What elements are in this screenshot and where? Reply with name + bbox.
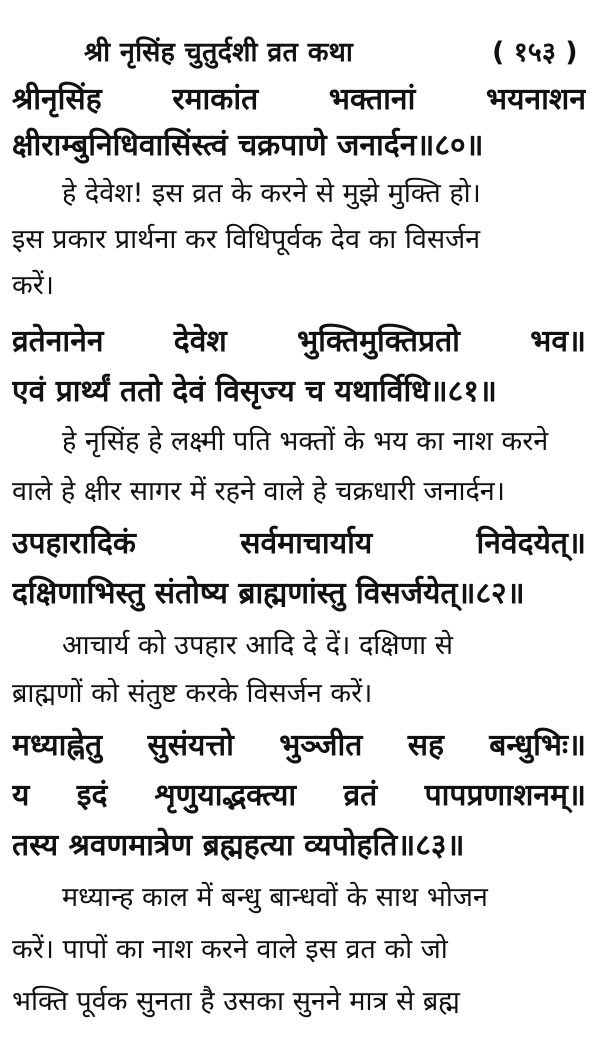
verse-word: रमाकांत	[172, 82, 259, 117]
running-title: श्री नृसिंह चुतुर्दशी व्रत कथा	[84, 36, 354, 68]
verse-line	[12, 78, 586, 122]
verse-line: एवं प्रार्थ्यं ततो देवं विसृज्य च यथार्विधि॥८१॥	[12, 374, 497, 409]
verse-word: श्रीनृसिंह	[12, 82, 102, 117]
translation-line: इस प्रकार प्रार्थना कर विधिपूर्वक देव का विसर्जन	[12, 224, 481, 255]
verse-word: सह	[407, 728, 444, 763]
translation-line: ब्राह्मणों को संतुष्ट करके विसर्जन करें।	[12, 678, 373, 709]
verse-word: भयनाशन	[486, 82, 586, 117]
translation-line: करें।	[12, 270, 55, 301]
verse-word: य	[12, 778, 30, 813]
translation-line: वाले हे क्षीर सागर में रहने वाले हे चक्रधारी जनार्दन।	[12, 476, 506, 507]
verse-line: तस्य श्रवणमात्रेण ब्रह्महत्या व्यपोहति॥८३॥	[12, 828, 465, 863]
translation-line: करें। पापों का नाश करने वाले इस व्रत को जो	[12, 934, 448, 965]
verse-word: भव॥	[530, 324, 586, 359]
verse-word: शृणुयाद्भक्त्या	[154, 778, 297, 813]
verse-line	[12, 724, 586, 768]
verse-line	[12, 522, 586, 566]
translation-line: हे देवेश! इस व्रत के करने से मुझे मुक्ति हो।	[62, 178, 481, 209]
verse-word: पापप्रणाशनम्॥	[424, 778, 586, 813]
verse-word: बन्धुभिः॥	[489, 728, 586, 763]
verse-line: क्षीराम्बुनिधिवासिंस्त्वं चक्रपाणे जनार्दन॥८०॥	[12, 128, 484, 163]
verse-word: सुसंयत्तो	[147, 728, 234, 763]
verse-line	[12, 774, 586, 818]
verse-line: दक्षिणाभिस्तु संतोष्य ब्राह्मणांस्तु विसर्जयेत्॥८२॥	[12, 576, 525, 611]
verse-word: व्रतं	[343, 778, 378, 813]
translation-line: भक्ति पूर्वक सुनता है उसका सुनने मात्र से ब्रह्म	[12, 986, 460, 1017]
verse-word: इदं	[76, 778, 108, 813]
verse-word: भुञ्जीत	[279, 728, 363, 763]
translation-line: आचार्य को उपहार आदि दे दें। दक्षिणा से	[62, 630, 453, 661]
page-number: ( १५३ )	[492, 36, 578, 68]
verse-word: देवेश	[173, 324, 227, 359]
verse-word: सर्वमाचार्याय	[240, 526, 373, 561]
verse-word: भक्तानां	[328, 82, 416, 117]
verse-word: व्रतेनानेन	[12, 324, 104, 359]
verse-word: भुक्तिमुक्तिप्रतो	[297, 324, 460, 359]
verse-word: उपहारादिकं	[12, 526, 136, 561]
translation-line: मध्यान्ह काल में बन्धु बान्धवों के साथ भोजन	[62, 882, 488, 913]
verse-line	[12, 320, 586, 364]
verse-word: मध्याह्नेतु	[12, 728, 103, 763]
translation-line: हे नृसिंह हे लक्ष्मी पति भक्तों के भय का नाश करने	[62, 426, 549, 457]
verse-word: निवेदयेत्॥	[476, 526, 586, 561]
page-header	[0, 30, 600, 70]
